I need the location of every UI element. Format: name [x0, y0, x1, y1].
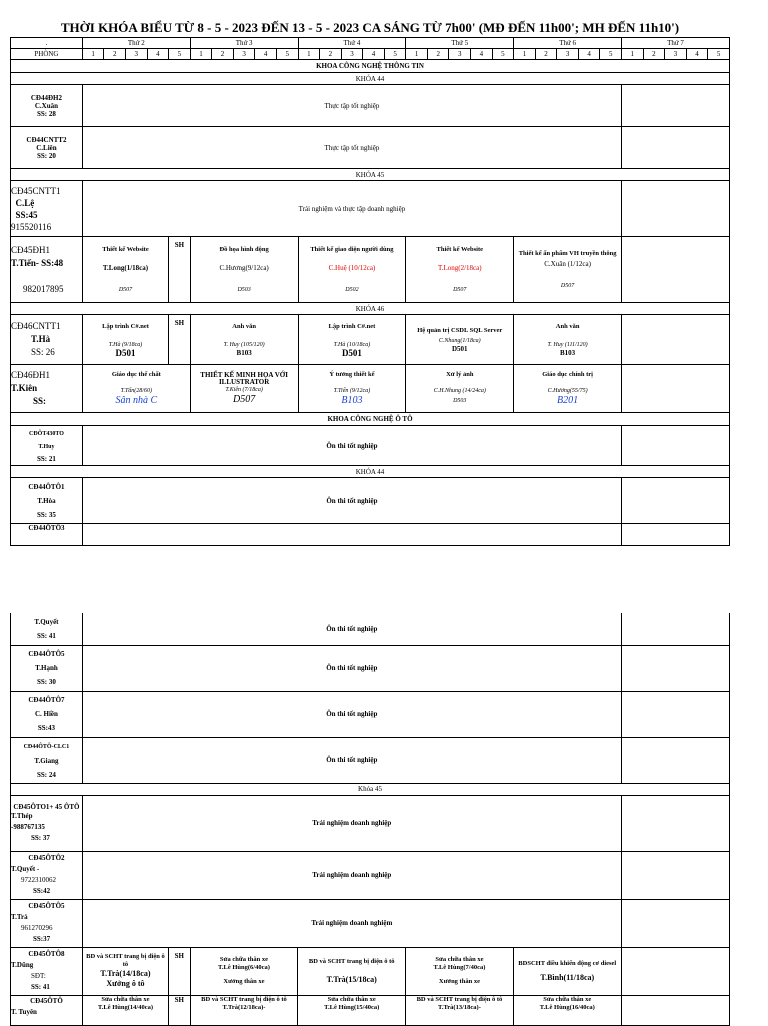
- teacher: T.Trà(13/18ca)-: [437, 1003, 481, 1011]
- lesson-cell: [82, 995, 168, 1025]
- class-row: [11, 795, 730, 851]
- period-header: 3: [126, 49, 148, 60]
- schedule-cell: [622, 85, 730, 127]
- teacher: T.Trà(15/18ca): [326, 975, 377, 984]
- lesson-cell: [622, 237, 730, 303]
- period-header: 5: [600, 49, 622, 60]
- teacher: C.Hương(9/12ca): [219, 263, 269, 272]
- schedule-cell: Trải nghiệm doanh nghiệp: [82, 795, 621, 851]
- teacher: T.Lê Hùng(7/40ca): [433, 964, 486, 971]
- class-code: CĐÔT430TO: [28, 430, 64, 437]
- subject: THIẾT KẾ MINH HỌA VỚI ILLUSTRATOR: [200, 370, 288, 386]
- class-teacher: T.Kiên: [11, 383, 38, 393]
- room: D502: [345, 286, 359, 293]
- teacher: T.Lê Hùng(14/40ca): [97, 1003, 154, 1011]
- class-size: SS:37: [33, 935, 51, 943]
- teacher: C.Nhung(1/18ca): [438, 337, 481, 344]
- class-teacher: T.Hạnh: [35, 664, 58, 672]
- lesson-cell: [514, 365, 622, 413]
- subject: Thiết kế Website: [102, 245, 149, 253]
- class-row: [11, 645, 730, 691]
- period-header: 2: [535, 49, 557, 60]
- teacher: T.Tiến (9/12ca): [333, 387, 371, 394]
- lesson-cell: [82, 315, 168, 365]
- schedule-cell: Ôn thi tốt nghiệp: [82, 426, 621, 466]
- period-header: 2: [104, 49, 126, 60]
- schedule-cell: Thực tập tốt nghiệp: [82, 85, 621, 127]
- class-row: [11, 237, 730, 303]
- subject: Thiết kế Website: [436, 245, 483, 253]
- subject: Sửa chữa thân xe: [219, 956, 268, 963]
- class-size: SS: 41: [31, 983, 50, 991]
- cohort-header: KHÓA 45: [11, 169, 730, 181]
- class-size: SS: 37: [31, 833, 50, 842]
- schedule-cell: [622, 127, 730, 169]
- subject: Lập trình C#.net: [328, 322, 376, 330]
- teacher: T.Lê Hùng(16/40ca): [539, 1003, 595, 1011]
- class-phone: 9722310062: [21, 876, 56, 884]
- class-row: [11, 181, 730, 237]
- class-phone: SĐT:: [31, 972, 46, 980]
- subject: Sửa chữa thân xe: [327, 995, 376, 1003]
- class-cell: [11, 613, 83, 645]
- class-cell: [11, 691, 83, 737]
- subject: Sửa chữa thân xe: [543, 995, 592, 1003]
- subject: Giáo dục chính trị: [542, 370, 593, 378]
- subject: Lập trình C#.net: [102, 322, 149, 330]
- cohort-header: Khóa 45: [11, 783, 730, 795]
- lesson-cell: [298, 237, 406, 303]
- schedule-cell: [621, 899, 729, 947]
- period-header: 5: [276, 49, 298, 60]
- teacher: T.Hà (9/18ca): [108, 341, 143, 348]
- schedule-cell: Thực tập tốt nghiệp: [82, 127, 621, 169]
- period-header: 1: [406, 49, 428, 60]
- class-cell: [11, 478, 83, 524]
- schedule-cell: [622, 426, 730, 466]
- room: D501: [341, 347, 362, 358]
- class-row: [11, 691, 730, 737]
- lesson-cell: [621, 995, 729, 1025]
- period-header: 4: [255, 49, 277, 60]
- schedule-cell: [621, 851, 729, 899]
- period-header: 1: [622, 49, 644, 60]
- homeroom-cell: SH: [169, 995, 191, 1025]
- class-teacher: C. Hiền: [34, 710, 58, 718]
- subject: Thiết kế giao diện người dùng: [310, 245, 394, 253]
- day-header: Thứ 5: [406, 38, 514, 49]
- class-cell: [11, 426, 83, 466]
- lesson-cell: [406, 995, 514, 1025]
- class-cell: [11, 365, 83, 413]
- subject: Thiết kế ấn phẩm VH truyền thông: [518, 249, 617, 257]
- room: Xưởng ô tô: [106, 979, 145, 988]
- class-row: [11, 315, 730, 365]
- schedule-cell: [621, 613, 729, 645]
- lesson-cell: [190, 365, 298, 413]
- period-header: 4: [686, 49, 708, 60]
- class-row: [11, 365, 730, 413]
- teacher: T.Kiên (7/18ca): [225, 386, 263, 393]
- room: D507: [118, 286, 133, 293]
- class-teacher: T.Trà: [11, 913, 28, 921]
- homeroom-cell: SH: [169, 947, 191, 995]
- schedule-cell: [622, 524, 730, 546]
- room: B103: [236, 348, 252, 357]
- period-header: 5: [492, 49, 514, 60]
- cohort-header: KHÓA 44: [11, 466, 730, 478]
- period-header: 2: [212, 49, 234, 60]
- subject: BDSCHT điều khiển động cơ diesel: [518, 960, 617, 967]
- room: D501: [115, 347, 136, 358]
- lesson-cell: [406, 237, 514, 303]
- class-cell: [11, 181, 83, 237]
- lesson-cell: [298, 947, 406, 995]
- lesson-cell: [190, 947, 298, 995]
- class-code: CĐ44ÔTÔ3: [28, 524, 65, 532]
- class-teacher: C.Lệ: [15, 197, 35, 208]
- homeroom-cell: SH: [169, 315, 191, 365]
- class-teacher: T.Hòa: [37, 496, 56, 505]
- period-header: 2: [320, 49, 342, 60]
- lesson-cell: [621, 947, 729, 995]
- class-row: [11, 524, 730, 546]
- class-cell: [11, 524, 83, 546]
- class-phone: -988767135: [11, 822, 45, 831]
- class-size: SS: 30: [36, 678, 56, 686]
- schedule-cell: Ôn thi tốt nghiệp: [82, 691, 621, 737]
- day-header: Thứ 4: [298, 38, 406, 49]
- class-code: CĐ45CNTT1: [11, 185, 61, 196]
- class-cell: [11, 995, 83, 1025]
- cohort-header: KHÓA 44: [11, 73, 730, 85]
- teacher: T.Long(1/18ca): [102, 263, 149, 272]
- lesson-cell: [622, 365, 730, 413]
- class-size: SS:45: [15, 209, 38, 220]
- subject: Hệ quản trị CSDL SQL Server: [417, 326, 503, 334]
- homeroom-cell: SH: [169, 237, 191, 303]
- class-row: [11, 899, 730, 947]
- class-code: CĐ45ÔTÔ8: [28, 950, 65, 958]
- schedule-cell: Trải nghiệm doanh nghiệm: [82, 899, 621, 947]
- class-row: [11, 995, 730, 1025]
- subject: BD và SCHT trang bị điện ô tô: [201, 995, 287, 1003]
- class-row: [11, 127, 730, 169]
- teacher: T. Huy (111/120): [547, 341, 588, 348]
- class-size: SS: 28: [37, 109, 56, 118]
- teacher: T. Huy (105/120): [223, 341, 265, 348]
- class-size: SS: 20: [37, 151, 56, 160]
- class-row: [11, 613, 730, 645]
- room: D503: [453, 397, 467, 404]
- period-header: 1: [82, 49, 104, 60]
- period-header: 2: [427, 49, 449, 60]
- cohort-header: KHÓA 46: [11, 303, 730, 315]
- class-row: [11, 478, 730, 524]
- subject: Ý tưởng thiết kế: [329, 370, 375, 378]
- class-size: SS: 41: [36, 631, 56, 640]
- lesson-cell: [514, 237, 622, 303]
- class-code: CĐ45ÔTÔ2: [28, 854, 65, 862]
- class-code: CĐ44ÔTÔ1: [28, 482, 65, 491]
- lesson-cell: [298, 315, 406, 365]
- teacher: T.Bình(11/18ca): [540, 973, 595, 982]
- lesson-cell: [298, 365, 406, 413]
- lesson-cell: [406, 315, 514, 365]
- schedule-cell: [621, 795, 729, 851]
- class-size: SS: 21: [37, 454, 56, 463]
- schedule-cell: Trải nghiệm và thực tập doanh nghiệp: [82, 181, 621, 237]
- teacher: T.Long(2/18ca): [437, 263, 482, 272]
- class-size: SS:43: [37, 724, 55, 732]
- schedule-cell: [621, 737, 729, 783]
- class-code: CĐ44CNTT2: [26, 135, 67, 144]
- teacher: T.Tấn(28/60): [120, 387, 152, 394]
- page-break: [0, 568, 768, 613]
- schedule-cell: [621, 691, 729, 737]
- teacher: T.Trà(14/18ca): [100, 969, 151, 978]
- class-cell: [11, 85, 83, 127]
- class-cell: [11, 237, 83, 303]
- lesson-cell: [190, 315, 298, 365]
- period-header: 3: [341, 49, 363, 60]
- schedule-cell: [82, 524, 621, 546]
- teacher: C.Huệ (10/12ca): [328, 263, 376, 272]
- lesson-cell: [622, 315, 730, 365]
- schedule-cell: Trải nghiệm doanh nghiệp: [82, 851, 621, 899]
- period-header: 4: [363, 49, 385, 60]
- class-teacher: T.Hà: [31, 334, 51, 344]
- section-header: KHOA CÔNG NGHỆ Ô TÔ: [11, 413, 730, 426]
- room: D503: [237, 286, 251, 293]
- period-header: 5: [169, 49, 191, 60]
- teacher: T.Lê Hùng(6/40ca): [218, 964, 270, 971]
- class-cell: [11, 851, 83, 899]
- schedule-cell: Ôn thi tốt nghiệp: [82, 613, 621, 645]
- day-header: Thứ 2: [82, 38, 190, 49]
- class-code: CĐ45ĐH1: [11, 244, 51, 255]
- schedule-cell: Ôn thi tốt nghiệp: [82, 645, 621, 691]
- section-header: KHOA CÔNG NGHỆ THÔNG TIN: [11, 60, 730, 73]
- class-code: CĐ44ĐH2: [30, 93, 62, 102]
- class-code: CĐ44ÔTÔ5: [28, 650, 65, 658]
- subject: Anh văn: [555, 322, 580, 330]
- class-code: CĐ46ĐH1: [11, 370, 51, 380]
- subject: BD và SCHT trang bị điện ô tô: [308, 958, 395, 965]
- period-header: 2: [643, 49, 665, 60]
- class-phone: 961270296: [21, 924, 53, 932]
- period-header: 1: [514, 49, 536, 60]
- period-header: 1: [190, 49, 212, 60]
- class-code: CĐ46CNTT1: [11, 321, 61, 331]
- lesson-cell: [190, 237, 298, 303]
- subject: BD và SCHT trang bị điện ô tô: [416, 995, 503, 1003]
- class-cell: [11, 315, 83, 365]
- class-teacher: T.Giang: [34, 756, 59, 765]
- lesson-cell: [406, 947, 514, 995]
- lesson-cell: [514, 315, 622, 365]
- schedule-cell: Ôn thi tốt nghiệp: [82, 478, 621, 524]
- room: B103: [341, 394, 363, 406]
- lesson-cell: [82, 947, 168, 995]
- class-size: SS:: [33, 396, 47, 406]
- class-phone: 982017895: [23, 283, 64, 294]
- subject: Anh văn: [232, 322, 256, 330]
- teacher: C.Hương(55/75): [547, 387, 588, 394]
- class-row: [11, 426, 730, 466]
- subject: Sửa chữa thân xe: [435, 956, 484, 963]
- period-header: 3: [665, 49, 687, 60]
- teacher: C.Xuân (1/12ca): [544, 259, 591, 268]
- lesson-cell: [298, 995, 406, 1025]
- subject: Giáo dục thể chất: [111, 370, 161, 378]
- day-header: Thứ 7: [622, 38, 730, 49]
- room: D507: [560, 282, 575, 289]
- timetable-top: [10, 37, 730, 546]
- room: B103: [560, 348, 576, 357]
- room: B201: [557, 394, 579, 406]
- class-teacher: T.Quyết: [34, 617, 59, 626]
- class-teacher: T.Tiến- SS:48: [11, 257, 64, 268]
- room: D507: [233, 393, 256, 405]
- class-cell: [11, 737, 83, 783]
- class-row: [11, 851, 730, 899]
- subject: BD và SCHT trang bị điện ô tô: [86, 953, 165, 968]
- subject: Sửa chữa thân xe: [101, 995, 150, 1003]
- lesson-cell: [406, 365, 514, 413]
- period-header: 5: [384, 49, 406, 60]
- class-teacher: T.Dũng: [11, 961, 34, 969]
- teacher: T.Lê Hùng(15/40ca): [324, 1003, 380, 1011]
- period-header: 3: [449, 49, 471, 60]
- day-header: Thứ 3: [190, 38, 298, 49]
- schedule-cell: Ôn thi tốt nghiệp: [82, 737, 621, 783]
- class-size: SS: 26: [31, 347, 55, 357]
- teacher: C.H.Nhung (14/24ca): [433, 387, 486, 394]
- lesson-cell: [82, 237, 168, 303]
- class-teacher: T. Tuyên: [11, 1007, 37, 1016]
- class-phone: 915520116: [11, 221, 52, 232]
- class-cell: [11, 127, 83, 169]
- class-teacher: T.Thép: [11, 811, 33, 820]
- room: Xưởng thân xe: [223, 978, 265, 985]
- class-size: SS: 24: [36, 770, 56, 779]
- period-header: 4: [578, 49, 600, 60]
- room: D507: [453, 286, 467, 293]
- teacher: T.Trà(12/18ca)-: [222, 1003, 266, 1011]
- room: Xưởng thân xe: [438, 978, 480, 985]
- subject: Đồ họa hình động: [219, 245, 269, 253]
- teacher: T.Hà (10/18ca): [333, 341, 371, 348]
- class-cell: [11, 795, 83, 851]
- class-teacher: C.Liên: [36, 143, 57, 152]
- class-teacher: C.Xuân: [34, 101, 59, 110]
- class-code: CĐ45ÔTÔ5: [28, 902, 65, 910]
- lesson-cell: [190, 995, 298, 1025]
- class-code: CĐ44ÔTÔ7: [28, 696, 65, 704]
- corner-cell: .: [11, 38, 83, 49]
- class-row: [11, 85, 730, 127]
- room: Sân nhà C: [115, 394, 158, 406]
- period-header: 4: [147, 49, 169, 60]
- schedule-cell: [622, 478, 730, 524]
- schedule-cell: [622, 181, 730, 237]
- room-label: PHÒNG: [11, 49, 83, 60]
- lesson-cell: [513, 947, 621, 995]
- class-size: SS: 35: [37, 510, 56, 519]
- class-teacher: T.Huy: [38, 443, 55, 450]
- period-header: 4: [471, 49, 493, 60]
- schedule-cell: [621, 645, 729, 691]
- class-code: CĐ45ÔTÔ: [30, 996, 63, 1005]
- lesson-cell: [82, 365, 190, 413]
- class-row: [11, 947, 730, 995]
- timetable-bottom: [10, 613, 730, 1026]
- period-header: 5: [708, 49, 730, 60]
- class-cell: [11, 899, 83, 947]
- class-size: SS:42: [33, 887, 51, 895]
- page-title: THỜI KHÓA BIỂU TỪ 8 - 5 - 2023 ĐẾN 13 - 5 - 2023 CA SÁNG TỪ 7h00' (MĐ ĐẾN 11h00'; MH ĐẾN 11h10'): [60, 20, 680, 35]
- class-cell: [11, 947, 83, 995]
- class-code: CĐ44ÔTÔ-CLC1: [23, 743, 70, 750]
- class-code: CĐ45ÔTO1+ 45 ÔTÔ: [13, 802, 80, 811]
- class-teacher: T.Quyết -: [11, 865, 40, 873]
- room: D501: [451, 344, 468, 353]
- day-header: Thứ 6: [514, 38, 622, 49]
- period-header: 1: [298, 49, 320, 60]
- period-header: 3: [557, 49, 579, 60]
- period-header: 3: [233, 49, 255, 60]
- class-row: [11, 737, 730, 783]
- lesson-cell: [513, 995, 621, 1025]
- class-cell: [11, 645, 83, 691]
- subject: Xử lý ảnh: [446, 370, 474, 378]
